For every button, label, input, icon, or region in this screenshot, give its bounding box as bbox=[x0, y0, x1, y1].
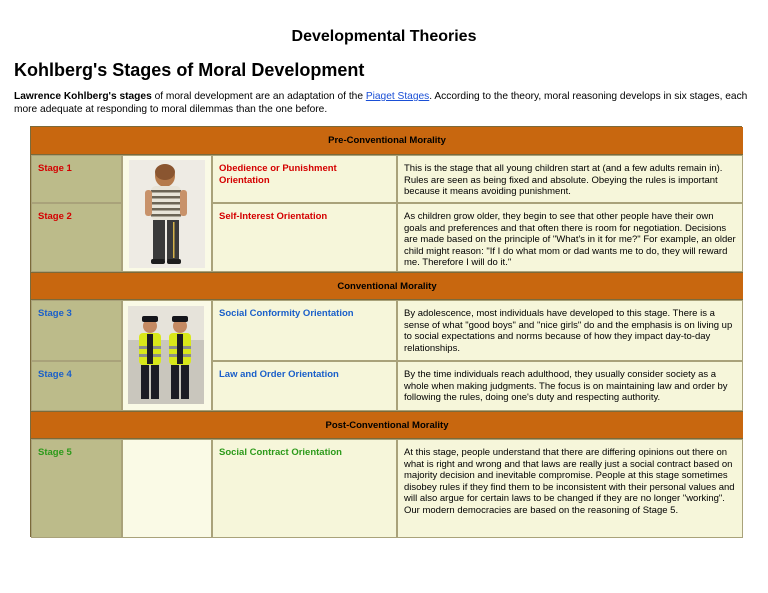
intro-paragraph bbox=[14, 91, 754, 116]
stage-1-label: Stage 1 bbox=[31, 155, 122, 203]
stage-2-description: As children grow older, they begin to see that other people have their own goals and preferences and that often there is room for negotiation. Decisions are made based on the principle of "What's in it for me?" For example, an older child might reason: "If I do what mom or dad wants me to do, they will reward me. Therefore I will do it." bbox=[397, 203, 743, 272]
stage-2-name: Self-Interest Orientation bbox=[212, 203, 397, 272]
piaget-stages-link[interactable]: Piaget Stages bbox=[365, 91, 430, 102]
section-heading: Kohlberg's Stages of Moral Development bbox=[14, 60, 365, 80]
stage-1-description: This is the stage that all young children start at (and a few adults remain in). Rules are seen as being fixed and absolute. Obeying the rules is important because it means avoiding punishment. bbox=[397, 155, 743, 203]
stage-5-description: At this stage, people understand that there are differing opinions out there on what is right and wrong and that laws are really just a social contract based on majority decision and inevitable compromise. People at this stage sometimes disobey rules if they find them to be inconsistent with their personal values and will also argue for certain laws to be changed if they are no longer "working". Our modern democracies are based on the reasoning of Stage 5. bbox=[397, 439, 743, 538]
stage-2-label: Stage 2 bbox=[31, 203, 122, 272]
stage-3-label: Stage 3 bbox=[31, 300, 122, 361]
stages-table bbox=[30, 126, 742, 537]
level-band-pre-conventional: Pre-Conventional Morality bbox=[31, 127, 743, 155]
stage-5-name: Social Contract Orientation bbox=[212, 439, 397, 538]
stage-3-name: Social Conformity Orientation bbox=[212, 300, 397, 361]
stage-4-name: Law and Order Orientation bbox=[212, 361, 397, 411]
intro-text-before-link: of moral development are an adaptation of the bbox=[151, 91, 366, 102]
child-standing-facing-wall-photo bbox=[129, 160, 205, 268]
intro-bold-lead: Lawrence Kohlberg's stages bbox=[14, 91, 152, 102]
level-band-conventional: Conventional Morality bbox=[31, 272, 743, 300]
stage-4-description: By the time individuals reach adulthood, they usually consider society as a whole when making judgments. The focus is on maintaining law and order by following the rules, doing one's duty and respecting authority. bbox=[397, 361, 743, 411]
intro-text-after-link: . According to the theory, moral reasoning develops in six stages, each more adequate at responding to moral dilemmas than the one before. bbox=[14, 91, 748, 115]
stage-3-description: By adolescence, most individuals have developed to this stage. There is a sense of what "good boys" and "nice girls" do and the emphasis is on living up to social expectations and norms because of how they impact day-to-day relationships. bbox=[397, 300, 743, 361]
conventional-image-cell bbox=[122, 300, 212, 411]
document-title: Developmental Theories bbox=[291, 28, 477, 45]
level-band-post-conventional: Post-Conventional Morality bbox=[31, 411, 743, 439]
stage-5-label: Stage 5 bbox=[31, 439, 122, 538]
stage-4-label: Stage 4 bbox=[31, 361, 122, 411]
pre-conventional-image-cell bbox=[122, 155, 212, 272]
stage-1-name: Obedience or Punishment Orientation bbox=[212, 155, 397, 203]
post-conventional-image-cell bbox=[122, 439, 212, 538]
police-officers-photo bbox=[128, 306, 204, 404]
